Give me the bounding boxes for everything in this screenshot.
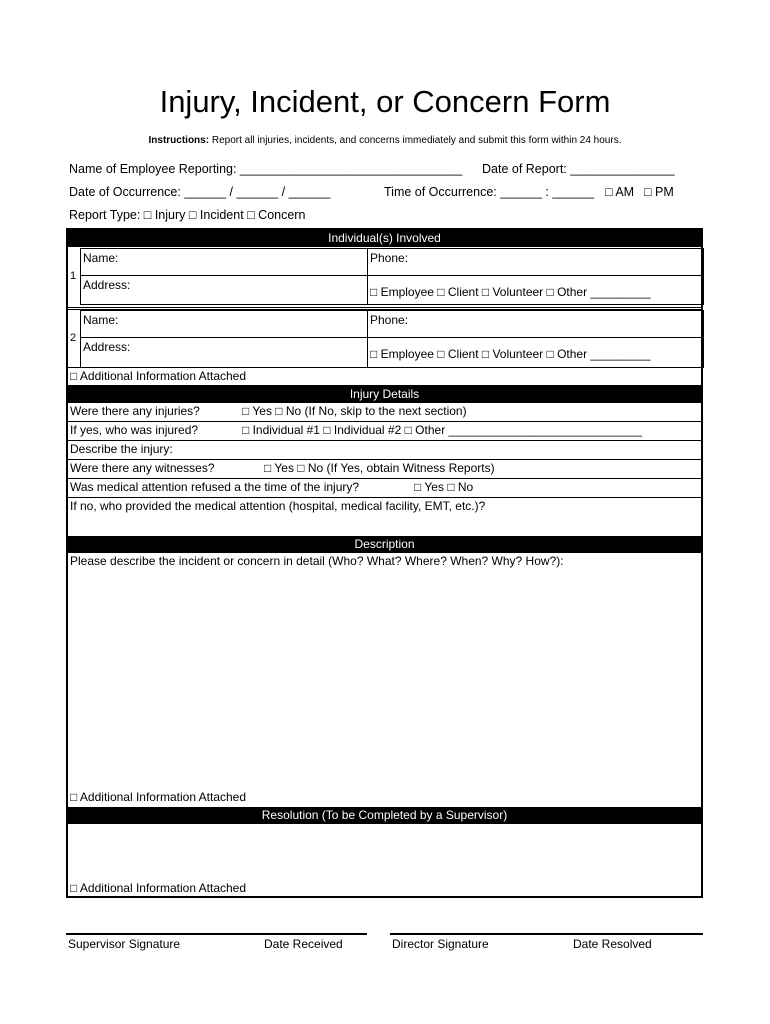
injury-details-heading: Injury Details [68,386,701,403]
who-injured-options[interactable]: □ Individual #1 □ Individual #2 □ Other _____________________________ [242,423,643,437]
description-heading: Description [68,536,701,553]
time-of-occurrence-field[interactable]: Time of Occurrence: ______ : ______ [384,185,595,199]
pm-checkbox[interactable]: □ PM [644,185,674,199]
individual-2-role-options[interactable]: □ Employee □ Client □ Volunteer □ Other _________ [367,337,704,368]
individual-1-name[interactable]: Name: [80,248,368,276]
individual-1-number: 1 [70,270,77,282]
supervisor-signature-line[interactable] [66,933,367,935]
date-of-occurrence-field[interactable]: Date of Occurrence: ______ / ______ / ______ [69,185,331,199]
any-injuries-question: Were there any injuries? [70,404,200,418]
date-received-label: Date Received [264,937,343,951]
director-signature-line[interactable] [390,933,703,935]
individual-1-role-options[interactable]: □ Employee □ Client □ Volunteer □ Other _________ [367,275,704,305]
medical-provider-field[interactable]: If no, who provided the medical attention (hospital, medical facility, EMT, etc.)? [70,499,486,513]
individual-2-number: 2 [70,332,77,344]
individuals-additional-info-checkbox[interactable]: □ Additional Information Attached [68,367,701,386]
individual-1-phone[interactable]: Phone: [367,248,704,276]
report-type-options[interactable]: Report Type: □ Injury □ Incident □ Concern [69,208,306,222]
witnesses-options[interactable]: □ Yes □ No (If Yes, obtain Witness Reports) [264,461,495,475]
director-signature-label: Director Signature [392,937,489,951]
describe-injury-field[interactable]: Describe the injury: [68,441,701,460]
individual-2-address[interactable]: Address: [80,337,368,368]
individual-1-address[interactable]: Address: [80,275,368,305]
any-injuries-row [68,403,701,422]
resolution-additional-info-checkbox[interactable]: □ Additional Information Attached [70,881,247,895]
employee-reporting-field[interactable]: Name of Employee Reporting: ________________________________ [69,162,463,176]
refused-options[interactable]: □ Yes □ No [414,480,474,494]
form-table [66,228,703,898]
resolution-heading: Resolution (To be Completed by a Supervisor) [68,807,701,824]
description-prompt[interactable]: Please describe the incident or concern in detail (Who? What? Where? When? Why? How?): [70,554,564,568]
individuals-heading: Individual(s) Involved [68,230,701,247]
instructions-text: Report all injuries, incidents, and concerns immediately and submit this form within 24 hours. [211,135,622,146]
individual-2-name[interactable]: Name: [80,310,368,338]
description-additional-info-checkbox[interactable]: □ Additional Information Attached [70,790,247,804]
supervisor-signature-label: Supervisor Signature [68,937,181,951]
witnesses-question: Were there any witnesses? [70,461,215,475]
individual-2-phone[interactable]: Phone: [367,310,704,338]
page-title: Injury, Incident, or Concern Form [159,84,611,119]
who-injured-question: If yes, who was injured? [70,423,199,437]
refused-row [68,479,701,498]
date-of-report-field[interactable]: Date of Report: _______________ [482,162,675,176]
refused-question: Was medical attention refused a the time of the injury? [70,480,360,494]
date-resolved-label: Date Resolved [573,937,652,951]
witnesses-row [68,460,701,479]
any-injuries-options[interactable]: □ Yes □ No (If No, skip to the next section) [242,404,467,418]
instructions [0,135,770,146]
who-injured-row [68,422,701,441]
am-checkbox[interactable]: □ AM [605,185,635,199]
instructions-label: Instructions: [148,135,210,146]
